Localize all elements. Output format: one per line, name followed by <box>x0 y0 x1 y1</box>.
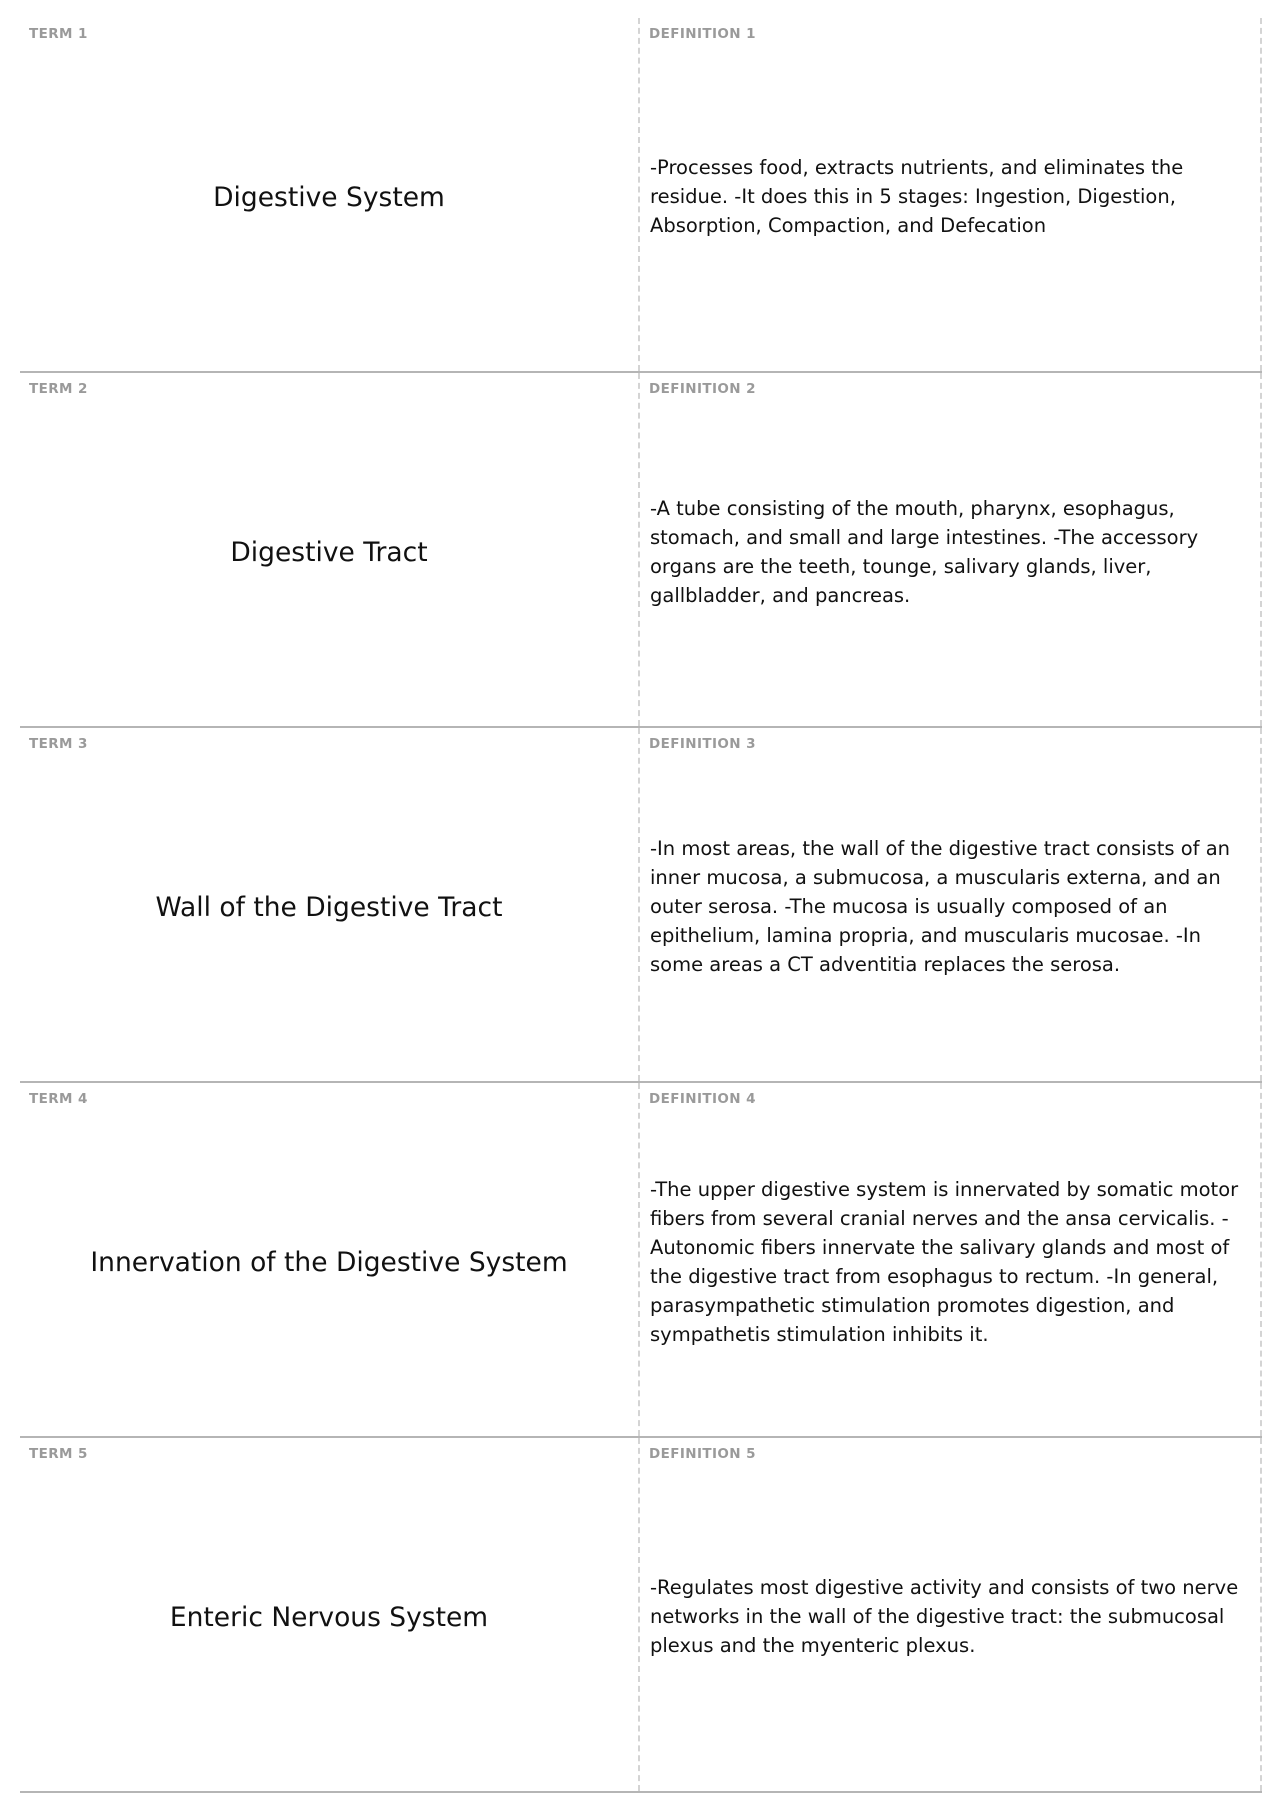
term-text <box>20 1083 638 1436</box>
definition-card-4 <box>640 1083 1262 1436</box>
definition-card-1 <box>640 18 1262 371</box>
term-text <box>20 373 638 726</box>
flashcard-row-4 <box>20 1083 1262 1438</box>
definition-text <box>650 728 1246 1081</box>
term-text <box>20 728 638 1081</box>
definition-text <box>650 1083 1246 1436</box>
definition-value: -A tube consisting of the mouth, pharynx, esophagus, stomach, and small and large intestines. -The accessory organs are the teeth, tounge, salivary glands, liver, gallbladder, and pancreas. <box>650 496 1199 607</box>
term-text <box>20 18 638 371</box>
term-card-4 <box>20 1083 640 1436</box>
definition-text <box>650 18 1246 371</box>
definition-text <box>650 373 1246 726</box>
term-value: Digestive Tract <box>230 537 428 568</box>
flashcard-row-1 <box>20 18 1262 373</box>
definition-card-5 <box>640 1438 1262 1791</box>
definition-label: DEFINITION 5 <box>649 1446 756 1462</box>
definition-value: -In most areas, the wall of the digestive tract consists of an inner mucosa, a submucosa, a muscularis externa, and an outer serosa. -The mucosa is usually composed of an epithelium, lamina propria, and muscularis mucosae. -In some areas a CT adventitia replaces the serosa. <box>650 837 1231 976</box>
definition-text <box>650 1438 1246 1791</box>
definition-label: DEFINITION 2 <box>649 381 756 397</box>
definition-card-3 <box>640 728 1262 1081</box>
term-value: Digestive System <box>213 182 445 213</box>
term-label: TERM 3 <box>29 736 88 752</box>
flashcard-sheet <box>20 18 1262 1793</box>
definition-value: -Regulates most digestive activity and consists of two nerve networks in the wall of the digestive tract: the submucosal plexus and the myenteric plexus. <box>650 1576 1239 1657</box>
term-label: TERM 5 <box>29 1446 88 1462</box>
term-value: Wall of the Digestive Tract <box>155 892 503 923</box>
definition-value: -Processes food, extracts nutrients, and eliminates the residue. -It does this in 5 stages: Ingestion, Digestion, Absorption, Compaction, and Defecation <box>650 156 1184 237</box>
term-card-1 <box>20 18 640 371</box>
definition-label: DEFINITION 4 <box>649 1091 756 1107</box>
term-label: TERM 2 <box>29 381 88 397</box>
term-label: TERM 1 <box>29 26 88 42</box>
term-value: Innervation of the Digestive System <box>90 1247 568 1278</box>
definition-card-2 <box>640 373 1262 726</box>
term-card-2 <box>20 373 640 726</box>
flashcard-row-3 <box>20 728 1262 1083</box>
definition-label: DEFINITION 1 <box>649 26 756 42</box>
term-label: TERM 4 <box>29 1091 88 1107</box>
term-value: Enteric Nervous System <box>169 1602 489 1633</box>
term-text <box>20 1438 638 1791</box>
term-card-3 <box>20 728 640 1081</box>
flashcard-row-2 <box>20 373 1262 728</box>
term-card-5 <box>20 1438 640 1791</box>
flashcard-row-5 <box>20 1438 1262 1793</box>
definition-label: DEFINITION 3 <box>649 736 756 752</box>
definition-value: -The upper digestive system is innervated by somatic motor fibers from several cranial nerves and the ansa cervicalis. -Autonomic fibers innervate the salivary glands and most of the digestive tract from esophagus to rectum. -In general, parasympathetic stimulation promotes digestion, and sympathetis stimulation inhibits it. <box>650 1177 1239 1346</box>
